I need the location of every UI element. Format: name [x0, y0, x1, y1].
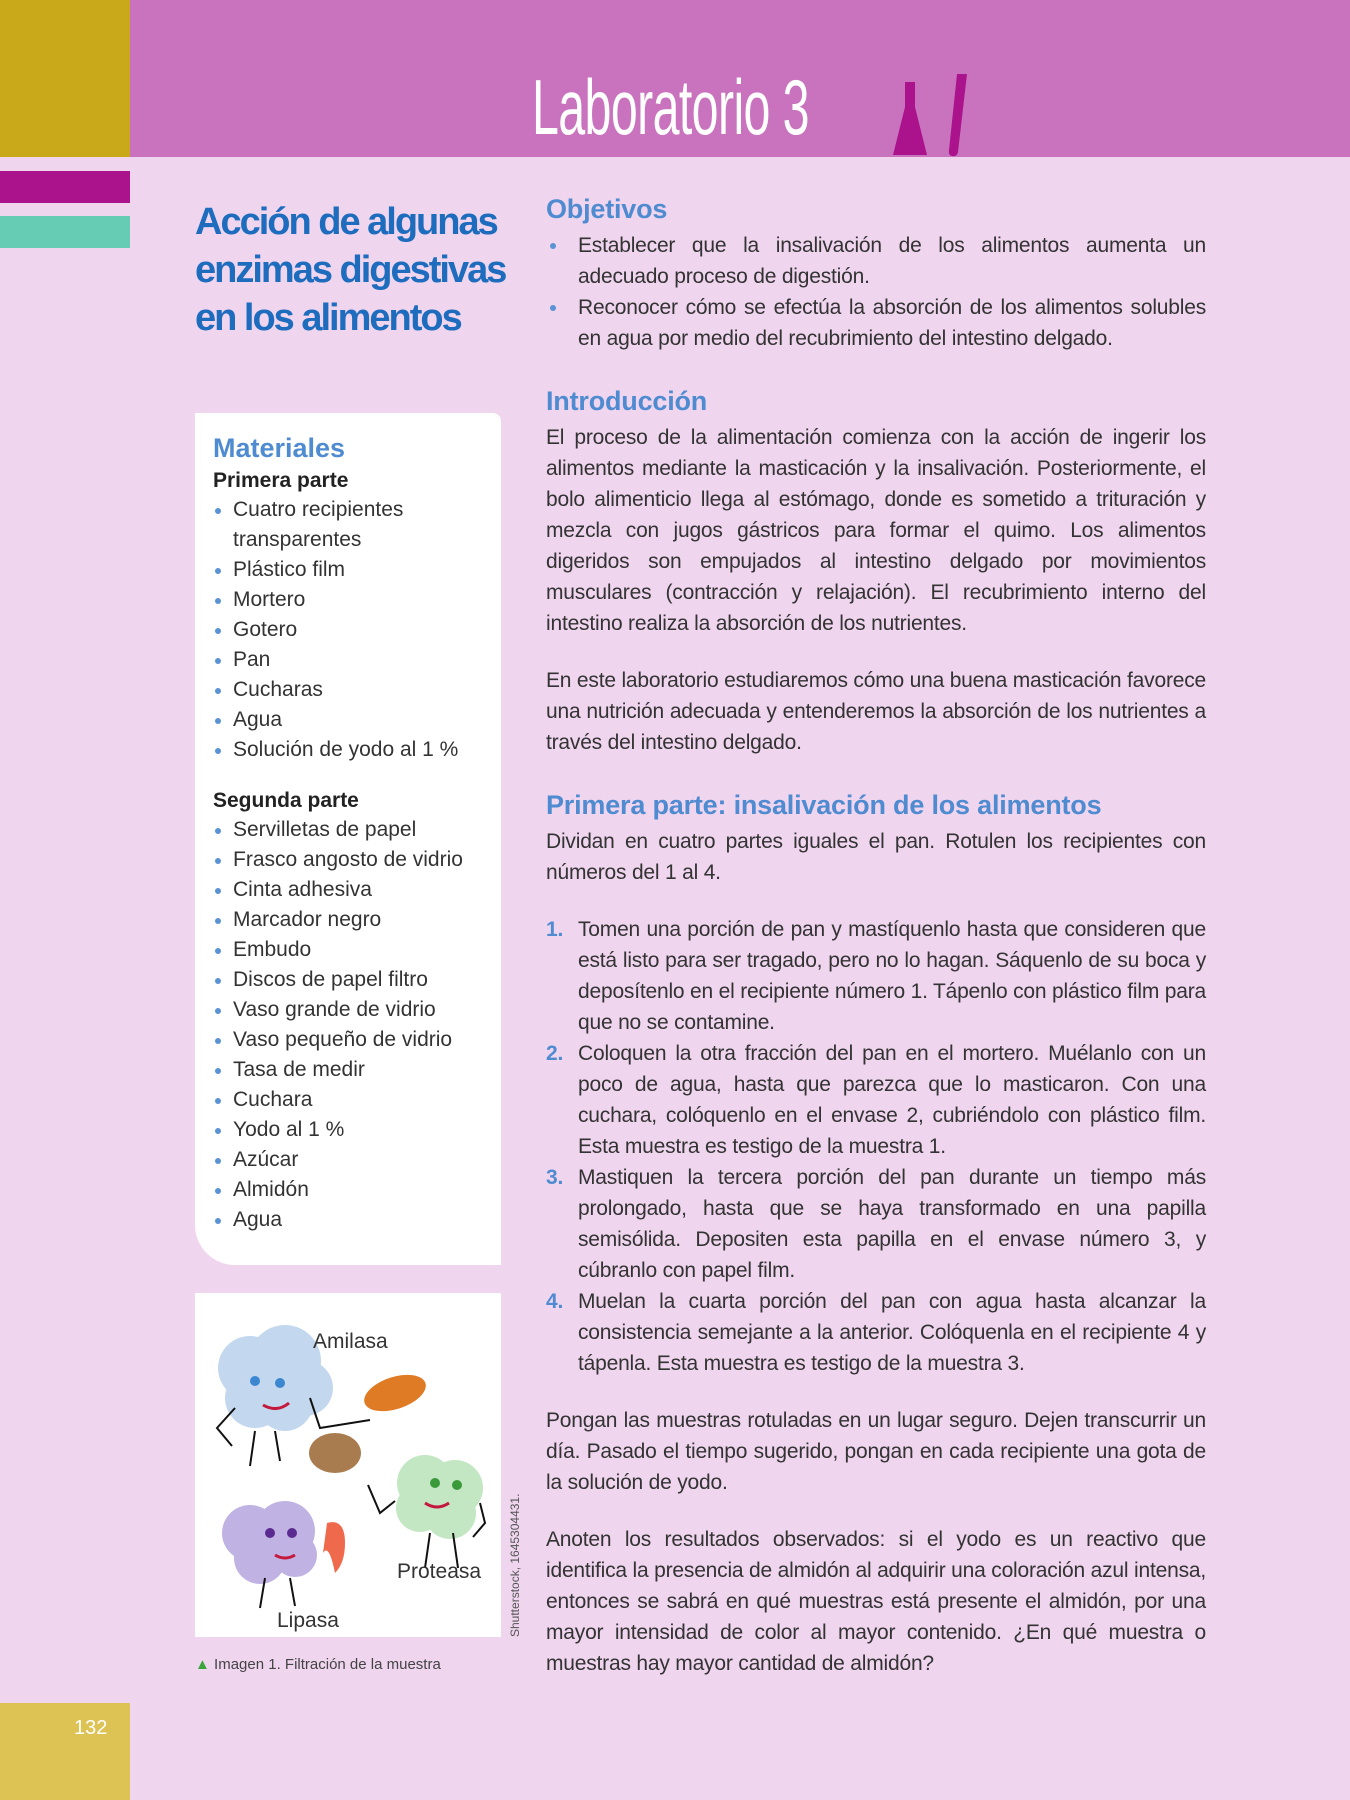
lab-flask-icon — [885, 72, 980, 157]
material-item: Gotero — [213, 615, 483, 645]
step-number: 3. — [546, 1166, 564, 1189]
material-item: Servilletas de papel — [213, 815, 483, 845]
pongan-paragraph: Pongan las muestras rotuladas en un lugar seguro. Dejen transcurrir un día. Pasado el tiempo sugerido, pongan en cada recipiente una gota de la solución de yodo. — [546, 1409, 1206, 1494]
material-item: Solución de yodo al 1 % — [213, 735, 483, 765]
amilasa-label: Amilasa — [313, 1330, 388, 1353]
materials-heading: Materiales — [213, 433, 346, 463]
material-item: Embudo — [213, 935, 483, 965]
objetivo-item: Reconocer cómo se efectúa la absorción de los alimentos solubles en agua por medio del recubrimiento del intestino delgado. — [546, 292, 1206, 354]
step-text: Muelan la cuarta porción del pan con agua hasta alcanzar la consistencia semejante a la anterior. Colóquenla en el recipiente 4 y tápenla. Esta muestra es testigo de la muestra 3. — [578, 1290, 1206, 1375]
materials-primera-list — [213, 495, 483, 765]
page-number-block — [0, 1703, 130, 1800]
materials-segunda-label: Segunda parte — [213, 789, 359, 812]
primera-parte-section — [546, 788, 1206, 1679]
objetivos-section — [546, 192, 1206, 354]
material-item: Tasa de medir — [213, 1055, 483, 1085]
intro-paragraph: El proceso de la alimentación comienza con la acción de ingerir los alimentos mediante la masticación y la insalivación. Posteriormente, el bolo alimenticio llega al estómago, donde es sometido a trituración y mezcla con jugos gástricos para formar el quimo. Los alimentos digeridos son empujados al intestino delgado por movimientos musculares (contracción y relajación). El recubrimiento interno del intestino realiza la absorción de los nutrientes. — [546, 426, 1206, 635]
material-item: Azúcar — [213, 1145, 483, 1175]
step-item — [546, 1162, 1206, 1286]
step-item — [546, 1286, 1206, 1379]
enzymes-illustration — [195, 1293, 501, 1637]
step-number: 4. — [546, 1290, 564, 1313]
material-item: Cinta adhesiva — [213, 875, 483, 905]
lipasa-cloud — [222, 1501, 345, 1608]
material-item: Agua — [213, 705, 483, 735]
material-item: Plástico film — [213, 555, 483, 585]
step-number: 1. — [546, 918, 564, 941]
intro-paragraph-2: En este laboratorio estudiaremos cómo una buena masticación favorece una nutrición adecuada y entenderemos la absorción de los nutrientes a través del intestino delgado. — [546, 669, 1206, 754]
step-item — [546, 914, 1206, 1038]
image-credit: Shutterstock, 1645304431. — [508, 1493, 522, 1637]
caption-text: Imagen 1. Filtración de la muestra — [214, 1656, 441, 1673]
material-item: Frasco angosto de vidrio — [213, 845, 483, 875]
step-text: Mastiquen la tercera porción del pan durante un tiempo más prolongado, hasta que se haya transformado en una papilla semisólida. Depositen esta papilla en el envase número 3, y cúbranlo con papel film. — [578, 1166, 1206, 1282]
figure-caption — [195, 1656, 441, 1673]
anoten-paragraph: Anoten los resultados observados: si el yodo es un reactivo que identifica la presencia de almidón al adquirir una coloración azul intensa, entonces se sabrá en qué muestras está presente el almidón, por una mayor intensidad de color al mayor contenido. ¿En qué muestra o muestras hay mayor cantidad de almidón? — [546, 1528, 1206, 1675]
lipasa-label: Lipasa — [277, 1609, 339, 1632]
primera-parte-intro: Dividan en cuatro partes iguales el pan. Rotulen los recipientes con números del 1 al 4. — [546, 830, 1206, 884]
material-item: Agua — [213, 1205, 483, 1235]
material-item: Yodo al 1 % — [213, 1115, 483, 1145]
material-item: Discos de papel filtro — [213, 965, 483, 995]
material-item: Pan — [213, 645, 483, 675]
triangle-icon: ▲ — [195, 1656, 210, 1673]
page-title: Acción de algunas enzimas digestivas en los alimentos — [195, 201, 506, 339]
step-text: Coloquen la otra fracción del pan en el mortero. Muélanlo con un poco de agua, hasta que parezca que lo masticaron. Con una cuchara, colóquenlo en el envase 2, cubriéndolo con plástico film. Esta muestra es testigo de la muestra 1. — [578, 1042, 1206, 1158]
step-item — [546, 1038, 1206, 1162]
introduccion-heading: Introducción — [546, 386, 708, 416]
objetivo-item: Establecer que la insalivación de los alimentos aumenta un adecuado proceso de digestión. — [546, 230, 1206, 292]
material-item: Marcador negro — [213, 905, 483, 935]
material-item: Cucharas — [213, 675, 483, 705]
page-number: 132 — [74, 1717, 108, 1739]
steps-list — [546, 914, 1206, 1379]
materials-segunda-list — [213, 815, 483, 1235]
material-item: Mortero — [213, 585, 483, 615]
step-number: 2. — [546, 1042, 564, 1065]
lab-title: Laboratorio 3 — [532, 63, 809, 151]
material-item: Cuchara — [213, 1085, 483, 1115]
objetivos-heading: Objetivos — [546, 194, 668, 224]
materials-primera-label: Primera parte — [213, 469, 349, 492]
main-column — [546, 192, 1206, 1709]
primera-parte-heading: Primera parte: insalivación de los alimentos — [546, 790, 1102, 820]
corner-block — [0, 0, 130, 157]
material-item: Vaso pequeño de vidrio — [213, 1025, 483, 1055]
teal-tab — [0, 216, 130, 248]
proteasa-label: Proteasa — [397, 1560, 482, 1583]
materials-box — [195, 413, 501, 1265]
magenta-tab — [0, 171, 130, 203]
step-text: Tomen una porción de pan y mastíquenlo hasta que consideren que está listo para ser tragado, pero no lo hagan. Sáquenlo de su boca y deposítenlo en el recipiente número 1. Tápenlo con plástico film para que no se contamine. — [578, 918, 1206, 1034]
introduccion-section — [546, 384, 1206, 758]
material-item: Vaso grande de vidrio — [213, 995, 483, 1025]
material-item: Almidón — [213, 1175, 483, 1205]
material-item: Cuatro recipientes transparentes — [213, 495, 483, 555]
